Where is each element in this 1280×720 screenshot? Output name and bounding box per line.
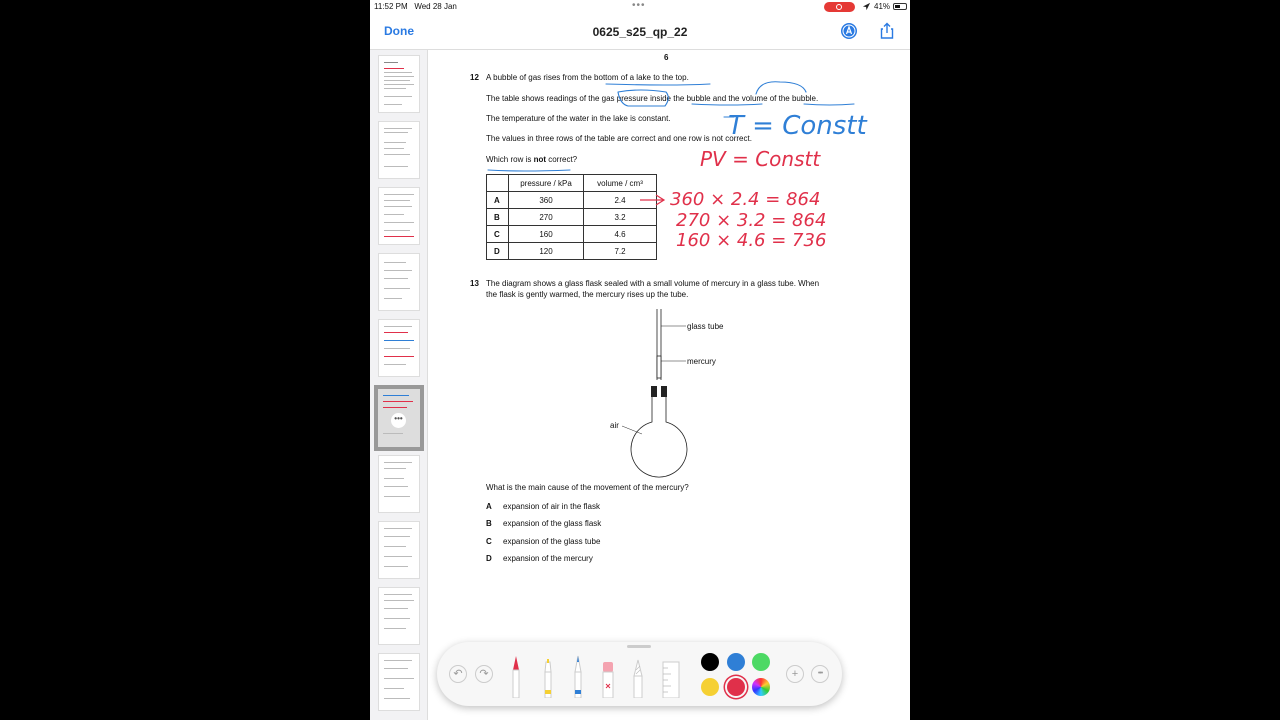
air-label: air [610,421,619,430]
question-number: 12 [470,73,479,82]
color-picker-icon[interactable] [752,678,770,696]
question-number: 13 [470,279,479,288]
document-page [430,50,910,720]
color-swatch-red-selected[interactable] [727,678,745,696]
flask-outline [631,395,687,477]
more-icon[interactable]: ••• [811,665,829,683]
q13-line: the flask is gently warmed, the mercury rises up the tube. [486,290,689,299]
volume-cell: 2.4 [584,192,657,209]
q13-line: The diagram shows a glass flask sealed with a small volume of mercury in a glass tube. When [486,279,820,288]
label-leader [622,426,642,434]
status-time [374,2,457,11]
done-button[interactable]: Done [384,24,414,38]
row-label: A [487,192,509,209]
option-text: expansion of air in the flask [503,502,600,511]
nav-bar [370,14,910,50]
q12-question-suffix: correct? [546,155,578,164]
column-header: pressure / kPa [509,175,584,192]
page-thumbnail-sidebar [370,50,428,720]
color-swatch-green[interactable] [752,653,770,671]
location-icon [862,2,871,11]
pressure-cell: 120 [509,243,584,260]
q12-line: The table shows readings of the gas pressure inside the bubble and the volume of the bubble. [486,94,819,103]
page-thumbnail[interactable] [378,121,420,179]
pen-tool-icon[interactable] [510,654,522,698]
page-thumbnail[interactable] [378,319,420,377]
answer-option [486,537,600,546]
calc-note: 360 × 2.4 = 864 [670,189,821,210]
multitask-dots-icon[interactable]: ••• [632,0,646,11]
mercury-column [657,356,661,378]
flask-diagram [430,50,910,480]
add-icon[interactable]: + [786,665,804,683]
document-title: 0625_s25_qp_22 [592,25,688,39]
ipad-screen [370,0,910,720]
row-label: C [487,226,509,243]
option-text: expansion of the glass tube [503,537,601,546]
page-thumbnail[interactable] [378,587,420,645]
calc-note: 270 × 3.2 = 864 [676,210,827,231]
page-thumbnail[interactable] [378,187,420,245]
color-swatch-yellow[interactable] [701,678,719,696]
pressure-cell: 160 [509,226,584,243]
redo-icon[interactable]: ↷ [475,665,493,683]
clock: 11:52 PM [374,2,408,11]
page-thumbnail[interactable] [378,253,420,311]
page-thumbnail-selected[interactable] [374,385,424,451]
answer-option [486,554,593,563]
toolbar-grabber[interactable] [627,645,651,648]
date: Wed 28 Jan [414,2,457,11]
volume-cell: 3.2 [584,209,657,226]
volume-cell: 4.6 [584,226,657,243]
highlighter-tool-icon[interactable] [542,654,554,698]
option-text: expansion of the mercury [503,554,593,563]
eraser-tool-icon[interactable] [602,654,614,698]
calc-note: 160 × 4.6 = 736 [676,230,827,251]
pressure-cell: 360 [509,192,584,209]
q12-line: The values in three rows of the table are correct and one row is not correct. [486,134,752,143]
share-icon[interactable] [878,22,896,40]
column-header: volume / cm³ [584,175,657,192]
markup-toolbar [437,642,842,706]
battery-icon [893,3,907,10]
more-options-icon[interactable]: ••• [391,413,406,428]
option-letter: C [486,537,492,546]
q12-question-emphasis: not [533,155,546,164]
q12-line: The temperature of the water in the lake is constant. [486,114,671,123]
q12-question-prefix: Which row is [486,155,534,164]
markup-icon[interactable] [840,22,858,40]
undo-icon[interactable]: ↶ [449,665,467,683]
q12-line: A bubble of gas rises from the bottom of a lake to the top. [486,73,689,82]
option-letter: A [486,502,492,511]
battery-percent: 41% [874,2,891,11]
ruler-tool-icon[interactable] [662,654,680,698]
option-letter: D [486,554,492,563]
page-thumbnail[interactable] [378,55,420,113]
volume-cell: 7.2 [584,243,657,260]
glass-tube-label: glass tube [687,322,724,331]
status-right [862,2,907,11]
row-label: B [487,209,509,226]
color-swatch-blue[interactable] [727,653,745,671]
t-const-note: T = Constt [728,111,867,141]
page-thumbnail[interactable] [378,455,420,513]
pv-const-note: PV = Constt [700,147,821,171]
q13-question: What is the main cause of the movement of the mercury? [486,483,689,492]
answer-option [486,502,600,511]
row-label: D [487,243,509,260]
option-text: expansion of the glass flask [503,519,602,528]
mercury-label: mercury [687,357,716,366]
screen-recording-icon[interactable] [824,2,855,12]
tube-through-stopper [657,382,661,400]
option-letter: B [486,519,492,528]
pencil-tool-icon[interactable] [572,654,584,698]
page-thumbnail[interactable] [378,653,420,711]
pressure-cell: 270 [509,209,584,226]
lasso-tool-icon[interactable] [632,654,644,698]
status-bar [370,0,910,14]
page-thumbnail[interactable] [378,521,420,579]
color-swatch-black[interactable] [701,653,719,671]
page-number: 6 [664,53,669,62]
answer-option [486,519,601,528]
